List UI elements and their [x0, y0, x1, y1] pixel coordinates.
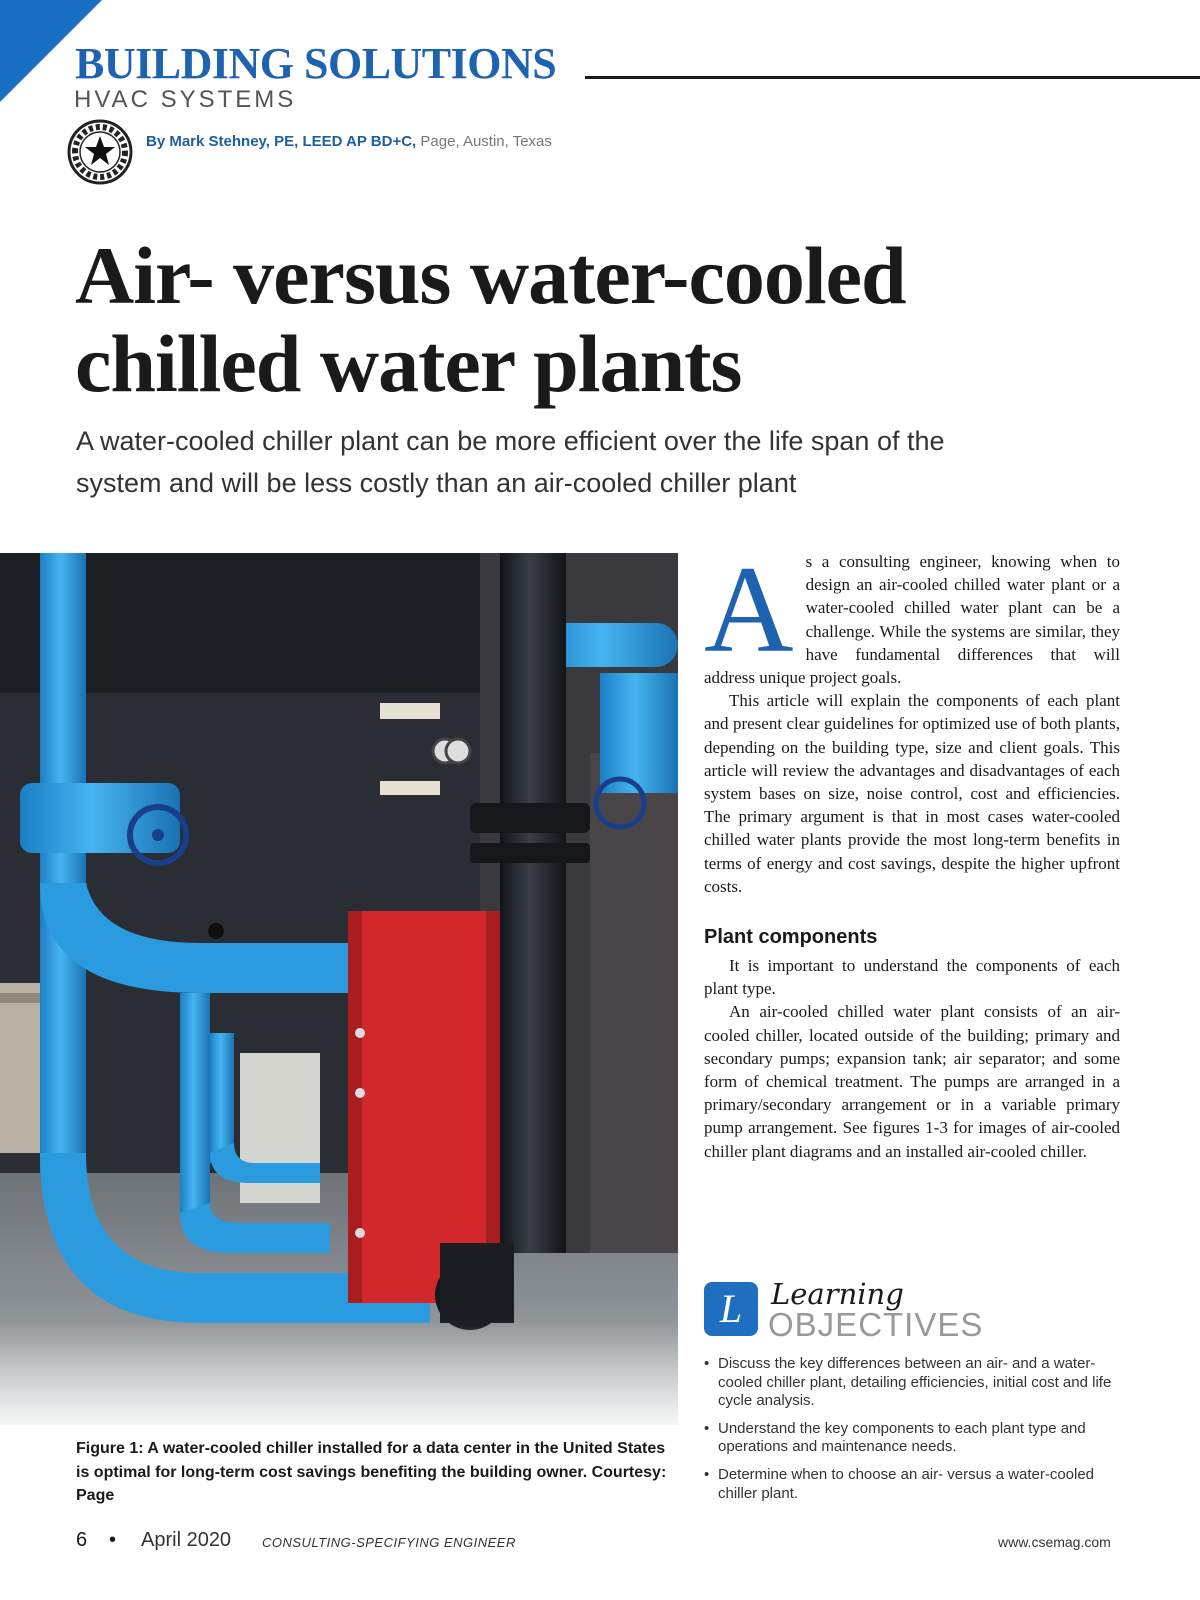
drop-cap: A	[704, 541, 794, 678]
author-affiliation: Page, Austin, Texas	[420, 133, 552, 150]
article-deck: A water-cooled chiller plant can be more efficient over the life span of the system and will be less costly than an air-cooled chiller plant	[76, 426, 945, 498]
article-title: Air- versus water-cooled chilled water plants	[75, 230, 906, 409]
learning-objectives-list	[704, 1355, 1124, 1512]
learning-objectives-icon: L	[704, 1282, 758, 1336]
body-subhead: Plant components	[704, 926, 878, 949]
subsection-title: HVAC SYSTEMS	[74, 86, 297, 113]
magazine-name: CONSULTING-SPECIFYING ENGINEER	[262, 1535, 516, 1550]
list-item-text: Determine when to choose an air- versus a water-cooled chiller plant.	[718, 1465, 1095, 1502]
byline	[146, 133, 552, 150]
header-rule	[585, 76, 1200, 79]
bullet-icon: •	[704, 1355, 710, 1372]
body-paragraph: An air-cooled chilled water plant consists of an air-cooled chiller, located outside of the building; primary and secondary pumps; expansion tank; air separator; and some form of chemical treatment. The pumps are arranged in a primary/secondary arrangement or in a variable primary pump arrangement. See figures 1-3 for images of air-cooled chiller plant diagrams and an installed air-cooled chiller.	[704, 1002, 1120, 1161]
article-body	[704, 541, 1120, 1163]
list-item	[704, 1420, 1124, 1457]
list-item	[704, 1466, 1124, 1503]
body-paragraph: s a consulting engineer, knowing when to design an air-cooled chilled water plant or a water-cooled chilled water plant can be a challenge. While the systems are similar, they have fundamental differences that will address unique project goals.	[704, 552, 1120, 688]
learning-label: Learning	[771, 1277, 904, 1311]
section-title: BUILDING SOLUTIONS	[75, 39, 557, 88]
author-name: By Mark Stehney, PE, LEED AP BD+C,	[146, 133, 417, 150]
body-paragraph: This article will explain the components of each plant and present clear guidelines for optimized use of both plants, depending on the building type, size and client goals. This article will review the advantages and disadvantages of each system bases on size, noise control, cost and efficiencies. The primary argument is that in most cases water-cooled chilled water plants provide the most long-term benefits in terms of energy and cost savings, despite the higher upfront costs.	[704, 691, 1120, 896]
figure-photo	[0, 553, 678, 1425]
issue-date: April 2020	[141, 1529, 232, 1551]
list-item	[704, 1355, 1124, 1411]
page-number: 6	[76, 1529, 88, 1551]
bullet-icon: •	[704, 1465, 710, 1483]
figure-caption: Figure 1: A water-cooled chiller installed for a data center in the United States is optimal for long-term cost savings benefiting the building owner. Courtesy: Page	[76, 1440, 667, 1504]
magazine-url: www.csemag.com	[998, 1534, 1111, 1550]
list-item-text: Discuss the key differences between an air- and a water-cooled chiller plant, detailing efficiencies, initial cost and life cycle analysis.	[718, 1355, 1112, 1410]
bullet-icon: •	[704, 1419, 710, 1437]
peer-reviewed-seal-icon	[67, 119, 133, 185]
list-item-text: Understand the key components to each plant type and operations and maintenance needs.	[718, 1419, 1086, 1456]
objectives-label: OBJECTIVES	[768, 1306, 984, 1343]
body-paragraph: It is important to understand the components of each plant type.	[704, 956, 1120, 999]
footer-separator: •	[109, 1529, 117, 1551]
